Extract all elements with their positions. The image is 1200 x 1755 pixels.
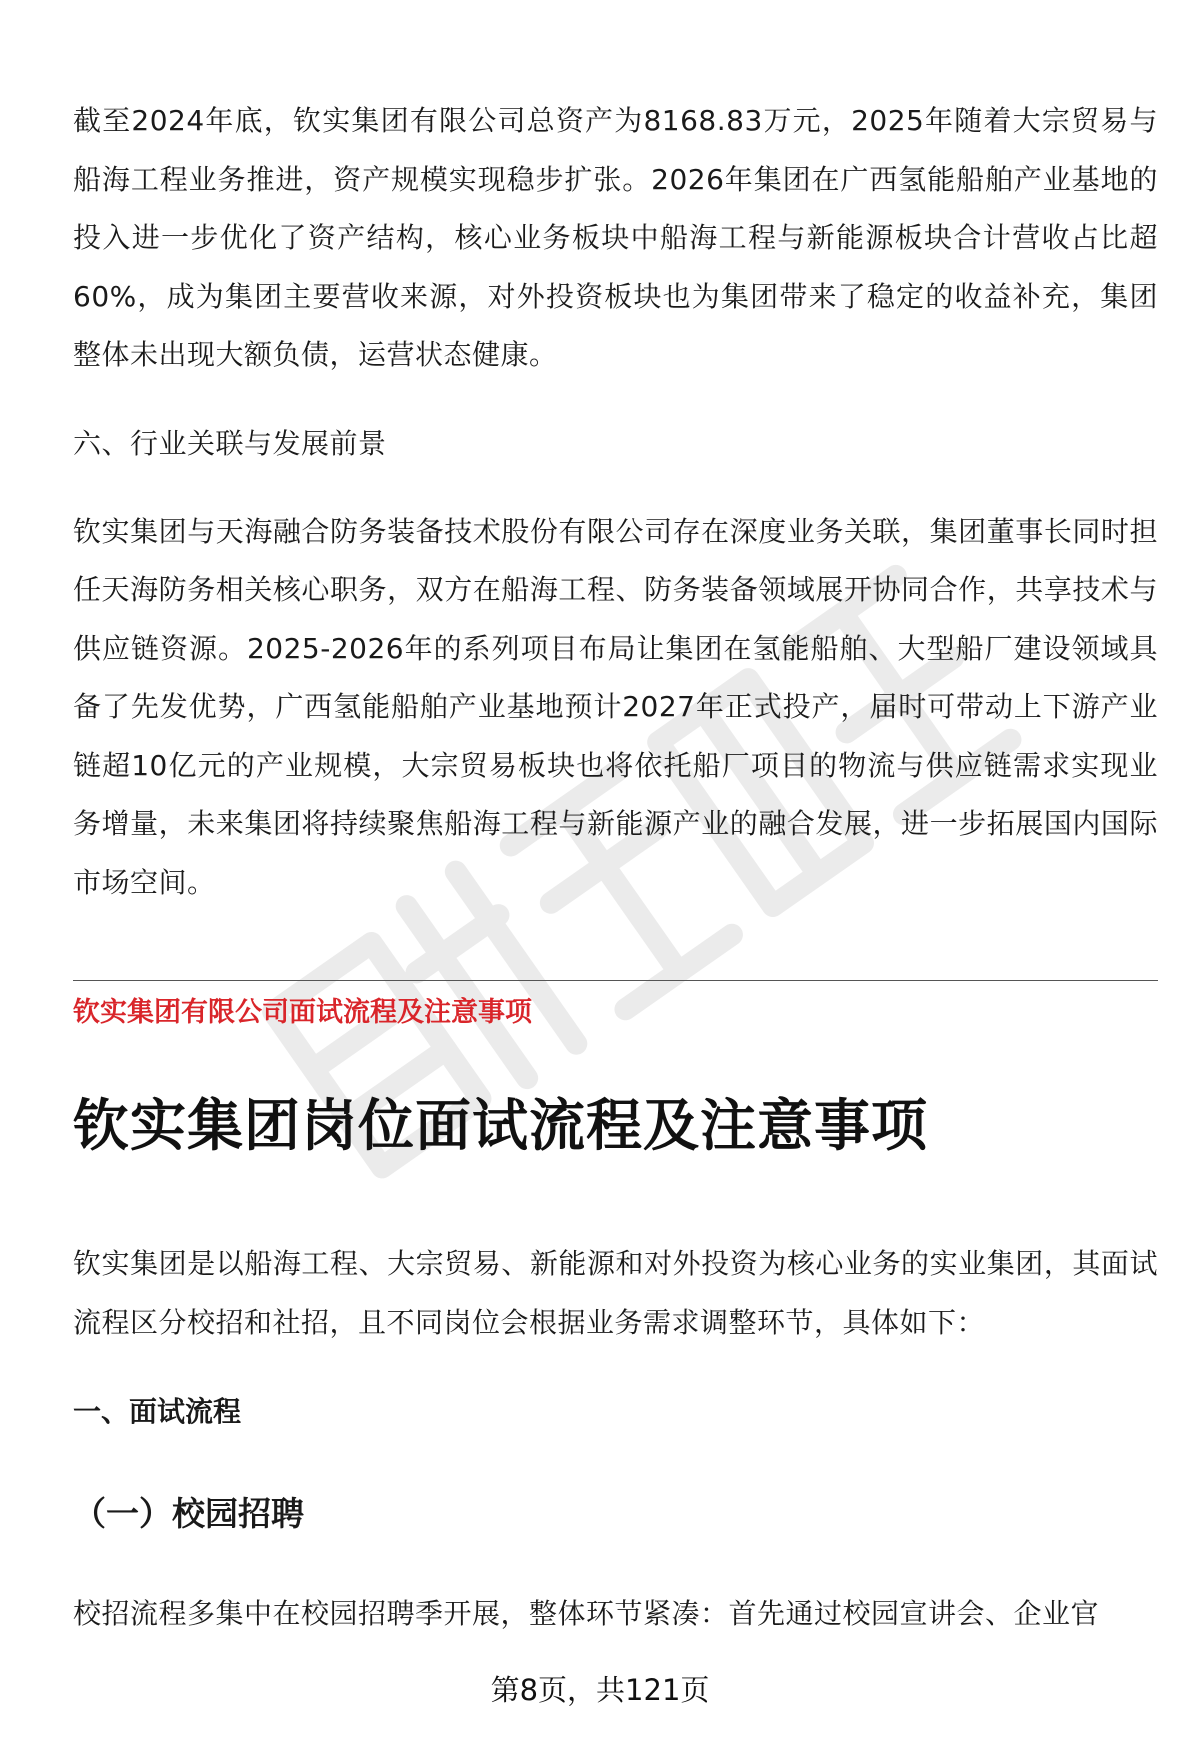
heading-campus-recruitment: （一）校园招聘 [73, 1494, 304, 1533]
page-title: 钦实集团岗位面试流程及注意事项 [73, 1094, 928, 1159]
paragraph-industry: 钦实集团与天海融合防务装备技术股份有限公司存在深度业务关联，集团董事长同时担任天海防务相关核心职务，双方在船海工程、防务装备领域展开协同合作，共享技术与供应链资源。2025-2026年的系列项目布局让集团在氢能船舶、大型船厂建设领域具备了先发优势，广西氢能船舶产业基地预计2027年正式投产，届时可带动上下游产业链超10亿元的产业规模，大宗贸易板块也将依托船厂项目的物流与供应链需求实现业务增量，未来集团将持续聚焦船海工程与新能源产业的融合发展，进一步拓展国内国际市场空间。 [73, 514, 1158, 899]
tail-paragraph: 校招流程多集中在校园招聘季开展，整体环节紧凑：首先通过校园宣讲会、企业官 [73, 1597, 1100, 1630]
paragraph-assets: 截至2024年底，钦实集团有限公司总资产为8168.83万元，2025年随着大宗贸易与船海工程业务推进，资产规模实现稳步扩张。2026年集团在广西氢能船舶产业基地的投入进一步优化了资产结构，核心业务板块中船海工程与新能源板块合计营收占比超60%，成为集团主要营收来源，对外投资板块也为集团带来了稳定的收益补充，集团整体未出现大额负债，运营状态健康。 [73, 104, 1158, 371]
page-footer: 第8页，共121页 [490, 1673, 710, 1707]
top-content [73, 92, 1158, 912]
section-six-heading: 六、行业关联与发展前景 [73, 426, 387, 460]
red-section-title: 钦实集团有限公司面试流程及注意事项 [73, 997, 532, 1028]
tail-block [73, 1585, 1158, 1644]
intro-paragraph: 钦实集团是以船海工程、大宗贸易、新能源和对外投资为核心业务的实业集团，其面试流程区分校招和社招，且不同岗位会根据业务需求调整环节，具体如下： [73, 1247, 1158, 1339]
section-divider [73, 980, 1158, 981]
intro-block [73, 1235, 1158, 1352]
heading-interview-process: 一、面试流程 [73, 1395, 242, 1428]
